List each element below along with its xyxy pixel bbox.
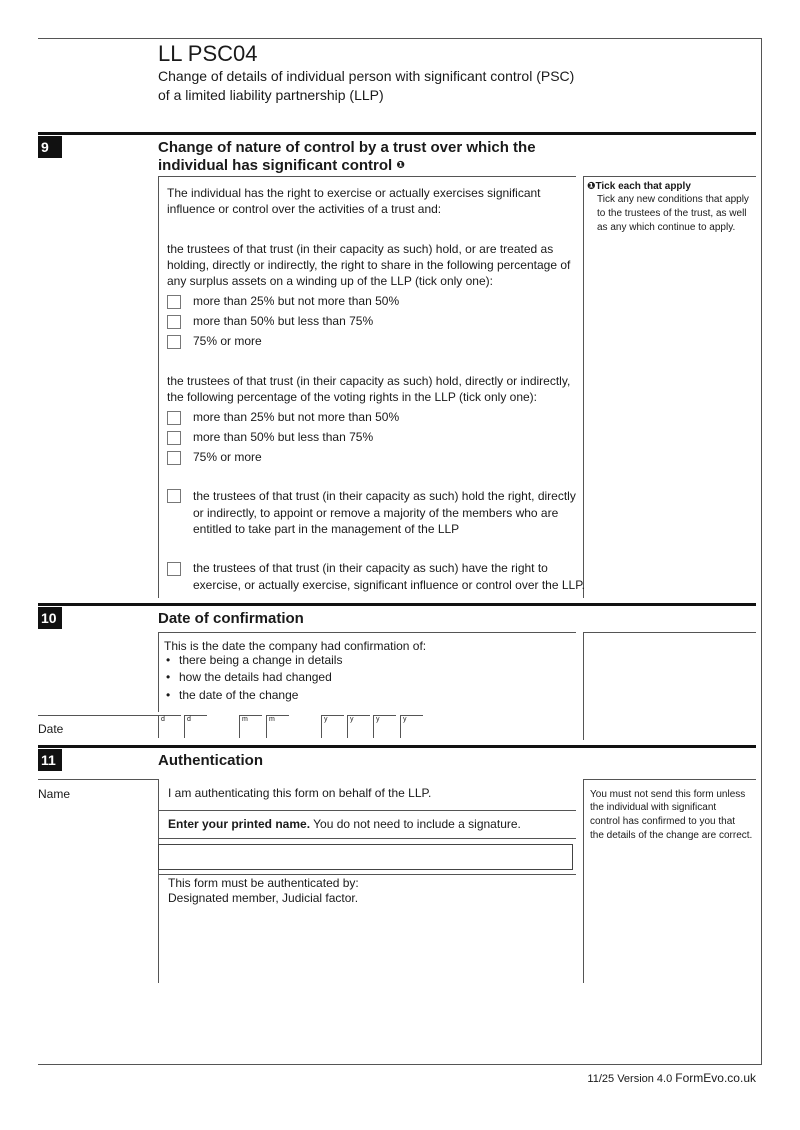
influence-text-line2: exercise, or actually exercise, significant influence or control over the LLP.: [193, 578, 585, 592]
date-year-1-label: y: [324, 716, 328, 723]
enter-name-instruction-bold: Enter your printed name.: [168, 817, 311, 831]
confirmation-bullet-2: how the details had changed: [179, 670, 332, 684]
section-11-note-line3: control has confirmed to you that: [590, 816, 736, 827]
surplus-option-label-3: 75% or more: [193, 334, 262, 348]
form-subtitle-line2: of a limited liability partnership (LLP): [158, 87, 384, 103]
section-10-title: Date of confirmation: [158, 610, 304, 627]
voting-option-label-3: 75% or more: [193, 450, 262, 464]
surplus-text-line3: any surplus assets on a winding up of the LLP (tick only one):: [167, 274, 493, 288]
date-day-1-label: d: [161, 716, 165, 723]
voting-option-label-1: more than 25% but not more than 50%: [193, 410, 400, 424]
side-note-line3: as any which continue to apply.: [597, 222, 736, 233]
influence-text-line1: the trustees of that trust (in their capacity as such) have the right to: [193, 561, 548, 575]
confirmation-bullet-1: there being a change in details: [179, 653, 343, 667]
name-label: Name: [38, 787, 71, 801]
voting-text-line1: the trustees of that trust (in their capacity as such) hold, directly or indirectly,: [167, 374, 571, 388]
surplus-text-line1: the trustees of that trust (in their capacity as such) hold, or are treated as: [167, 242, 554, 256]
authenticated-by-line1: This form must be authenticated by:: [168, 876, 359, 890]
printed-name-input[interactable]: [158, 844, 573, 870]
authenticated-by-line2: Designated member, Judicial factor.: [168, 891, 359, 905]
side-note-line2: to the trustees of the trust, as well: [597, 208, 747, 219]
appoint-text-line2: or indirectly, to appoint or remove a majority of the members who are: [193, 506, 559, 520]
date-month-1-label: m: [242, 716, 248, 723]
info-note-icon: ❶: [396, 160, 405, 171]
section-9-intro-line2: influence or control over the activities of a trust and:: [167, 202, 442, 216]
bullet-dot: •: [166, 653, 171, 667]
voting-option-label-2: more than 50% but less than 75%: [193, 430, 374, 444]
section-9-title-line1: Change of nature of control by a trust over which the: [158, 139, 536, 156]
date-year-3-label: y: [376, 716, 380, 723]
section-9-number: 9: [38, 136, 62, 158]
surplus-option-checkbox-3[interactable]: [167, 335, 181, 349]
surplus-option-label-2: more than 50% but less than 75%: [193, 314, 374, 328]
surplus-text-line2: holding, directly or indirectly, the right to share in the following percentage of: [167, 258, 571, 272]
voting-text-line2: the following percentage of the voting rights in the LLP (tick only one):: [167, 390, 538, 404]
confirmation-bullet-3: the date of the change: [179, 688, 299, 702]
date-label: Date: [38, 722, 64, 736]
authentication-statement: I am authenticating this form on behalf of the LLP.: [168, 786, 432, 800]
voting-option-checkbox-1[interactable]: [167, 411, 181, 425]
form-code: LL PSC04: [158, 41, 258, 66]
section-9-intro-line1: The individual has the right to exercise or actually exercises significant: [167, 186, 541, 200]
section-11-number: 11: [38, 749, 62, 771]
date-month-2-label: m: [269, 716, 275, 723]
voting-option-checkbox-3[interactable]: [167, 451, 181, 465]
date-day-2-label: d: [187, 716, 191, 723]
appoint-text-line1: the trustees of that trust (in their capacity as such) hold the right, directly: [193, 489, 576, 503]
surplus-option-checkbox-1[interactable]: [167, 295, 181, 309]
form-subtitle-line1: Change of details of individual person with significant control (PSC): [158, 68, 575, 84]
bullet-dot: •: [166, 670, 171, 684]
bullet-dot: •: [166, 688, 171, 702]
date-year-2-label: y: [350, 716, 354, 723]
confirmation-intro: This is the date the company had confirmation of:: [164, 639, 427, 653]
influence-checkbox[interactable]: [167, 562, 181, 576]
appoint-text-line3: entitled to take part in the management of the LLP: [193, 522, 460, 536]
footer-brand: FormEvo.co.uk: [675, 1071, 756, 1085]
footer-version: 11/25 Version 4.0: [587, 1073, 673, 1085]
enter-name-instruction: You do not need to include a signature.: [310, 817, 521, 831]
side-note-line1: Tick any new conditions that apply: [597, 194, 749, 205]
section-11-note-line1: You must not send this form unless: [590, 789, 746, 800]
side-note-title: Tick each that apply: [595, 181, 691, 192]
section-9-title-line2: individual has significant control: [158, 157, 393, 174]
voting-option-checkbox-2[interactable]: [167, 431, 181, 445]
appoint-checkbox[interactable]: [167, 489, 181, 503]
section-10-number: 10: [38, 607, 62, 629]
section-11-title: Authentication: [158, 752, 263, 769]
section-11-note-line4: the details of the change are correct.: [590, 830, 753, 841]
info-note-icon: ❶: [587, 181, 596, 192]
surplus-option-label-1: more than 25% but not more than 50%: [193, 294, 400, 308]
surplus-option-checkbox-2[interactable]: [167, 315, 181, 329]
date-year-4-label: y: [403, 716, 407, 723]
section-11-note-line2: the individual with significant: [590, 802, 717, 813]
